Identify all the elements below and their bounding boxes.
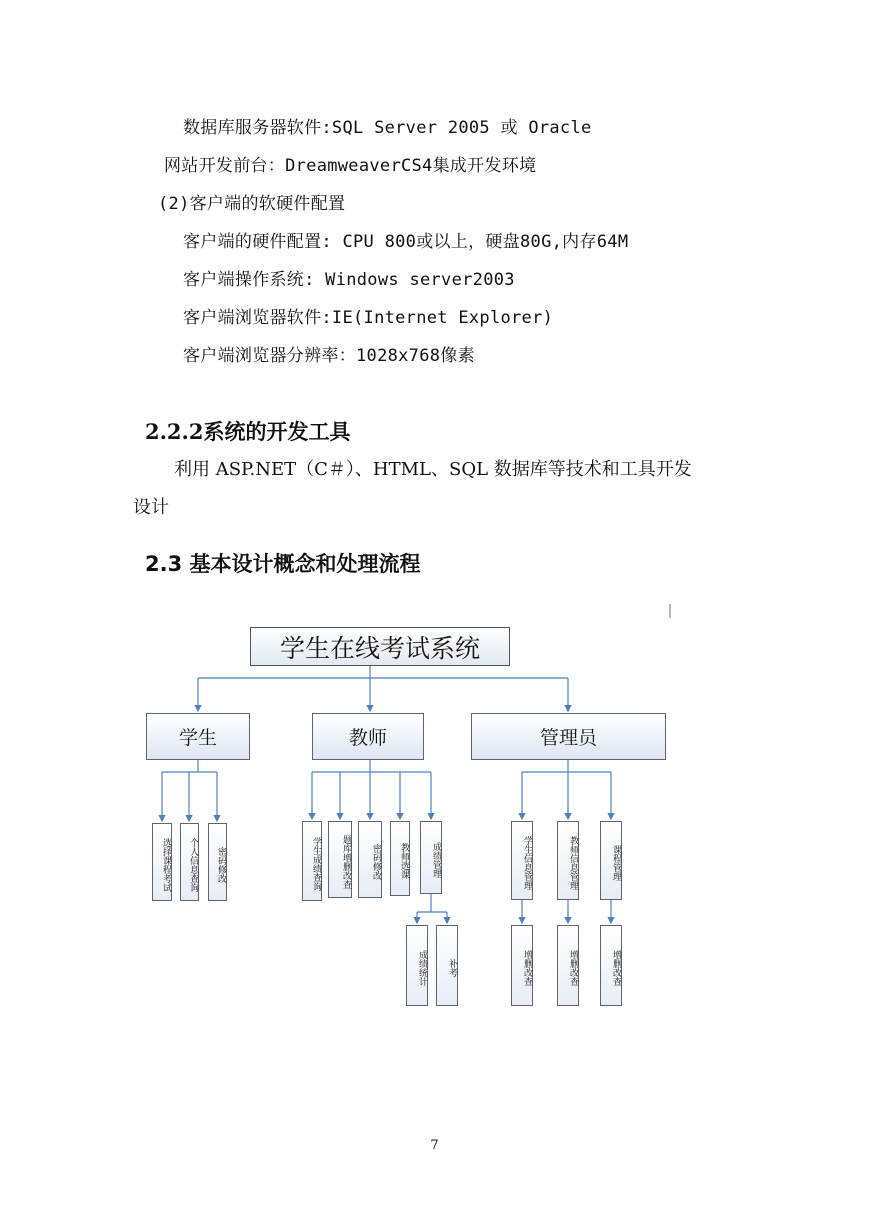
- leaf-personal-info: 个人信息查询: [180, 823, 199, 901]
- heading-2-3: 2.3 基本设计概念和处理流程: [145, 552, 421, 576]
- leaf-teacher-info-mgmt: 教师信息管理: [557, 821, 579, 900]
- leaf-grade-statistics: 成绩统计: [406, 925, 428, 1006]
- client-browser-line: 客户端浏览器软件:IE(Internet Explorer): [183, 308, 554, 328]
- dev-tools-paragraph-cont: 设计: [133, 497, 169, 518]
- node-admin: 管理员: [471, 713, 666, 760]
- client-resolution-line: 客户端浏览器分辨率：1028x768像素: [183, 346, 475, 366]
- node-teacher: 教师: [312, 713, 424, 760]
- dev-tools-paragraph: 利用 ASP.NET（C＃）、HTML、SQL 数据库等技术和工具开发: [174, 459, 692, 480]
- leaf-question-bank: 题库增删改查: [328, 821, 352, 898]
- leaf-course-mgmt: 课程管理: [600, 821, 622, 900]
- leaf-student-crud: 增删改查: [511, 925, 533, 1006]
- system-structure-diagram: [125, 600, 685, 1030]
- page-number: 7: [430, 1138, 439, 1153]
- leaf-teacher-crud: 增删改查: [557, 925, 579, 1006]
- client-config-title: (2)客户端的软硬件配置: [158, 194, 346, 214]
- client-hardware-line: 客户端的硬件配置: CPU 800或以上，硬盘80G,内存64M: [183, 232, 629, 252]
- leaf-teacher-course: 教师选课: [390, 821, 410, 896]
- leaf-course-crud: 增删改查: [600, 925, 622, 1006]
- heading-2-2-2: 2.2.2系统的开发工具: [145, 419, 351, 444]
- leaf-student-password: 密码修改: [208, 823, 227, 901]
- leaf-student-info-mgmt: 学生信息管理: [511, 821, 533, 900]
- leaf-grade-management: 成绩管理: [420, 821, 442, 894]
- node-student: 学生: [146, 713, 250, 760]
- leaf-makeup-exam: 补考: [436, 925, 458, 1006]
- leaf-grade-query: 学生成绩查询: [302, 821, 322, 901]
- root-node: 学生在线考试系统: [250, 627, 510, 666]
- frontend-tool-line: 网站开发前台：DreamweaverCS4集成开发环境: [164, 156, 537, 176]
- leaf-teacher-password: 密码修改: [358, 821, 382, 898]
- client-os-line: 客户端操作系统: Windows server2003: [183, 270, 515, 290]
- server-software-line: 数据库服务器软件:SQL Server 2005 或 Oracle: [183, 118, 592, 138]
- leaf-select-course-exam: 选择课程考试: [152, 823, 172, 901]
